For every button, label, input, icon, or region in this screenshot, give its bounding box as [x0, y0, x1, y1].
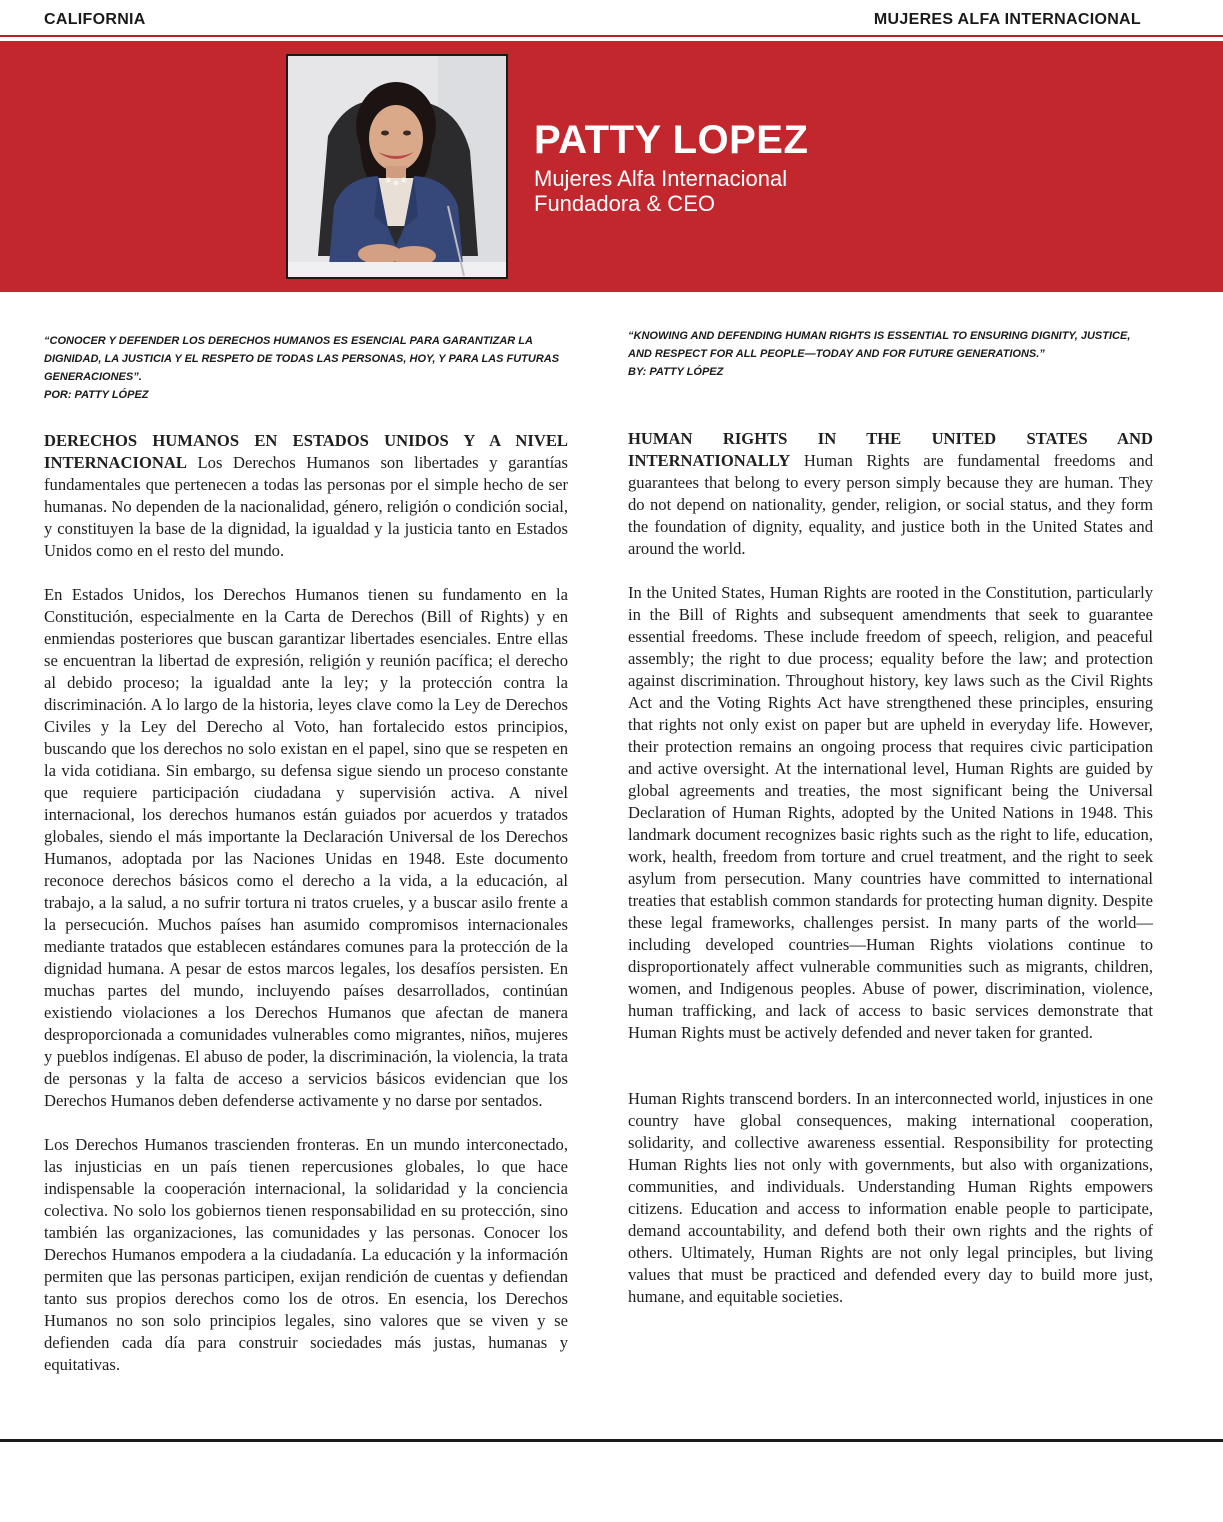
- article-spanish-paragraph-3: Los Derechos Humanos trascienden fronteras. En un mundo interconectado, las injusticias en un país tienen repercusiones globales, lo que hace indispensable la cooperación internacional, la solidaridad y la conciencia colectiva. No solo los gobiernos tienen responsabilidad en su protección, sino también las organizaciones, las comunidades y las personas. Conocer los Derechos Humanos empodera a la ciudadanía. La educación y la información permiten que las personas participen, exijan rendición de cuentas y defiendan tanto sus propios derechos como los de otros. En esencia, los Derechos Humanos no son solo principios legales, sino valores que se viven y se defienden cada día para construir sociedades más justas, humanas y equitativas.: [44, 1135, 568, 1374]
- quote-english: [628, 327, 1156, 381]
- header-section-label: CALIFORNIA: [44, 11, 146, 28]
- portrait-illustration: [288, 56, 506, 277]
- article-english-heading: HUMAN RIGHTS IN THE UNITED STATES AND INTERNATIONALLY: [628, 429, 1153, 470]
- article-english-paragraph-2: In the United States, Human Rights are rooted in the Constitution, particularly in the Bill of Rights and subsequent amendments that seek to guarantee essential freedoms. These include freedom of speech, religion, and peaceful assembly; the right to due process; equality before the law; and protection against discrimination. Throughout history, key laws such as the Civil Rights Act and the Voting Rights Act have strengthened these principles, ensuring that rights not only exist on paper but are upheld in everyday life. However, their protection remains an ongoing process that requires civic participation and active oversight. At the international level, Human Rights are guided by global agreements and treaties, the most significant being the Universal Declaration of Human Rights, adopted by the United Nations in 1948. This landmark document recognizes basic rights such as the right to life, education, work, health, freedom from torture and cruel treatment, and the right to seek asylum from persecution. Many countries have committed to international treaties that establish common standards for protecting human dignity. Despite these legal frameworks, challenges persist. In many parts of the world—including developed countries—Human Rights violations continue to disproportionately affect vulnerable communities such as migrants, children, women, and Indigenous peoples. Abuse of power, discrimination, violence, human trafficking, and lack of access to basic services demonstrate that Human Rights must be actively defended and never taken for granted.: [628, 583, 1153, 1042]
- article-english-paragraph-3: Human Rights transcend borders. In an interconnected world, injustices in one country have global consequences, making international cooperation, solidarity, and collective awareness essential. Responsibility for protecting Human Rights lies not only with governments, but also with organizations, communities, and individuals. Understanding Human Rights empowers citizens. Education and access to information enable people to participate, demand accountability, and defend both their own rights and the rights of others. Ultimately, Human Rights are not only legal principles, but living values that must be practiced and defended every day to build more just, humane, and equitable societies.: [628, 1089, 1153, 1306]
- profile-role: Fundadora & CEO: [534, 191, 715, 216]
- article-spanish-paragraph-1: DERECHOS HUMANOS EN ESTADOS UNIDOS Y A NIVEL INTERNACIONAL Los Derechos Humanos son libertades y garantías fundamentales que pertenecen a todas las personas por el simple hecho de ser humanas. No dependen de la nacionalidad, género, religión o condición social, y constituyen la base de la dignidad, la igualdad y la justicia tanto en Estados Unidos como en el resto del mundo.: [44, 431, 568, 560]
- article-spanish: [44, 430, 568, 1398]
- quote-spanish: [44, 332, 574, 404]
- header-divider: [0, 35, 1223, 37]
- profile-info: [534, 118, 808, 216]
- portrait-photo: [286, 54, 508, 279]
- page-header: [0, 0, 1223, 36]
- header-publication-label: MUJERES ALFA INTERNACIONAL: [873, 11, 1141, 28]
- profile-organization: Mujeres Alfa Internacional: [534, 166, 788, 191]
- profile-name: PATTY LOPEZ: [534, 118, 809, 162]
- quote-english-text: “KNOWING AND DEFENDING HUMAN RIGHTS IS ESSENTIAL TO ENSURING DIGNITY, JUSTICE, AND RESPECT FOR ALL PEOPLE—TODAY AND FOR FUTURE GENERATIONS.”: [628, 330, 1131, 360]
- quote-spanish-byline: POR: PATTY LÓPEZ: [44, 389, 149, 401]
- footer-divider: [0, 1439, 1223, 1442]
- article-spanish-paragraph-2: En Estados Unidos, los Derechos Humanos tienen su fundamento en la Constitución, especialmente en la Carta de Derechos (Bill of Rights) y en enmiendas posteriores que buscan garantizar libertades esenciales. Entre ellas se encuentran la libertad de expresión, religión y reunión pacífica; el derecho al debido proceso; la igualdad ante la ley; y la protección contra la discriminación. A lo largo de la historia, leyes clave como la Ley de Derechos Civiles y la Ley del Derecho al Voto, han fortalecido estos principios, buscando que los derechos no solo existan en el papel, sino que se respeten en la vida cotidiana. Sin embargo, su defensa sigue siendo un proceso constante que requiere participación ciudadana y supervisión activa. A nivel internacional, los derechos humanos están guiados por acuerdos y tratados globales, siendo el más importante la Declaración Universal de los Derechos Humanos, adoptada por las Naciones Unidas en 1948. Este documento reconoce derechos básicos como el derecho a la vida, a la educación, al trabajo, a la salud, a no sufrir tortura ni tratos crueles, y a buscar asilo frente a la persecución. Muchos países han asumido compromisos internacionales mediante tratados que establecen estándares comunes para la protección de la dignidad humana. A pesar de estos marcos legales, los desafíos persisten. En muchas partes del mundo, incluyendo países desarrollados, continúan existiendo violaciones a los Derechos Humanos que afectan de manera desproporcionada a comunidades vulnerables como migrantes, niños, mujeres y pueblos indígenas. El abuso de poder, la discriminación, la violencia, la trata de personas y la falta de acceso a servicios básicos evidencian que los Derechos Humanos deben defenderse activamente y no darse por sentados.: [44, 585, 568, 1110]
- article-spanish-heading: DERECHOS HUMANOS EN ESTADOS UNIDOS Y A NIVEL INTERNACIONAL: [44, 431, 568, 472]
- article-english: [628, 428, 1153, 1330]
- article-english-paragraph-1: HUMAN RIGHTS IN THE UNITED STATES AND INTERNATIONALLY Human Rights are fundamental freedoms and guarantees that belong to every person simply because they are human. They do not depend on nationality, gender, religion, or social status, and they form the foundation of dignity, equality, and justice both in the United States and around the world.: [628, 429, 1153, 558]
- quote-spanish-text: “CONOCER Y DEFENDER LOS DERECHOS HUMANOS ES ESENCIAL PARA GARANTIZAR LA DIGNIDAD, LA JUSTICIA Y EL RESPETO DE TODAS LAS PERSONAS, HOY, Y PARA LAS FUTURAS GENERACIONES”.: [44, 335, 560, 383]
- quote-english-byline: BY: PATTY LÓPEZ: [628, 366, 724, 378]
